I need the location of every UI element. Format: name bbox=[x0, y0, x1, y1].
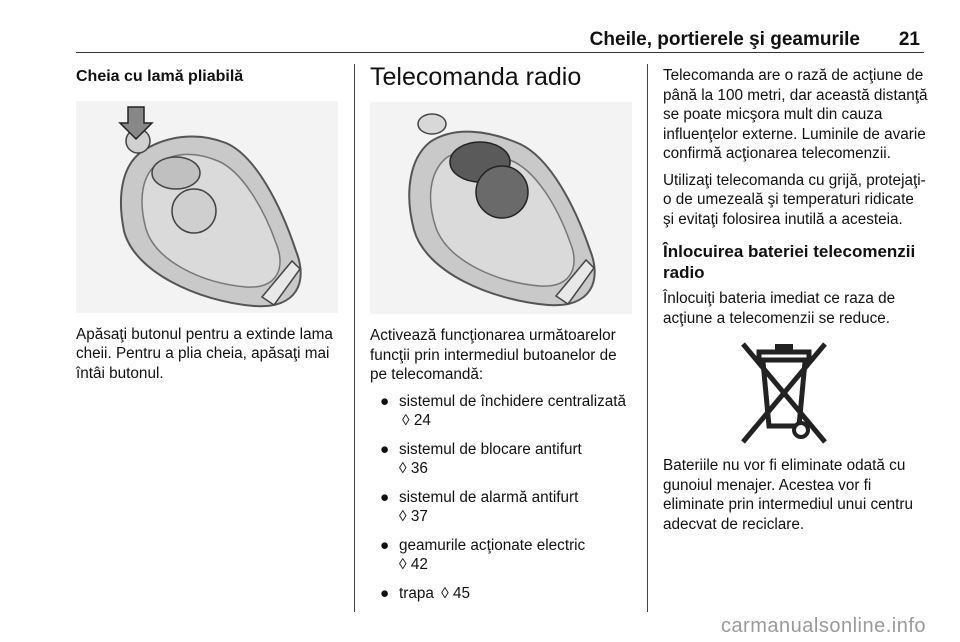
column-divider-left bbox=[354, 64, 355, 612]
page-ref-icon: ◊ bbox=[402, 412, 410, 429]
page-ref-icon: ◊ bbox=[399, 508, 407, 525]
list-item: ● trapa ◊ 45 bbox=[380, 584, 470, 602]
list-item: ● sistemul de alarmă antifurt ◊ 37 bbox=[380, 488, 579, 525]
page-ref-icon: ◊ bbox=[399, 460, 407, 477]
list-item: ● geamurile acţionate electric ◊ 42 bbox=[380, 536, 586, 573]
page-header-title: Cheile, portierele şi geamurile bbox=[589, 29, 860, 50]
folding-key-illustration bbox=[76, 101, 338, 313]
bullet-icon: ● bbox=[380, 392, 390, 410]
page-ref[interactable]: 36 bbox=[410, 460, 428, 477]
column-divider-right bbox=[647, 64, 648, 612]
left-column bbox=[76, 62, 344, 390]
remote-control-illustration bbox=[370, 102, 632, 314]
watermark: carmanualsonline.info bbox=[720, 615, 926, 637]
page-ref[interactable]: 37 bbox=[410, 508, 428, 525]
range-paragraph: Telecomanda are o rază de acţiune de până la 100 metri, dar această distanţă se poate micşora mult din cauza influenţelor externe. Luminile de avarie confirmă acţionarea telecomenzii. bbox=[663, 67, 928, 162]
battery-heading: Înlocuirea bateriei telecomenzii radio bbox=[663, 242, 916, 282]
bullet-icon: ● bbox=[380, 584, 390, 602]
intro-paragraph: Activează funcţionarea următoarelor funcţii prin intermediul butoanelor de pe telecomandă: bbox=[370, 327, 617, 383]
bullet-icon: ● bbox=[380, 440, 390, 458]
section-title: Telecomanda radio bbox=[370, 63, 582, 91]
middle-column bbox=[370, 62, 634, 612]
page-ref[interactable]: 24 bbox=[413, 412, 431, 429]
list-item: ● sistemul de închidere centralizată ◊ 24 bbox=[380, 392, 627, 429]
weee-crossed-bin-icon bbox=[739, 338, 829, 446]
bullet-icon: ● bbox=[380, 536, 390, 554]
bullet-icon: ● bbox=[380, 488, 390, 506]
page-ref-icon: ◊ bbox=[441, 584, 449, 602]
section-subtitle: Cheia cu lamă pliabilă bbox=[76, 68, 244, 85]
header-rule bbox=[76, 52, 924, 53]
function-list bbox=[370, 392, 634, 604]
right-column bbox=[663, 62, 929, 541]
page-ref[interactable]: 42 bbox=[410, 556, 428, 573]
fold-instructions: Apăsaţi butonul pentru a extinde lama cheii. Pentru a plia cheia, apăsaţi mai întâi butonul. bbox=[76, 325, 333, 382]
battery-paragraph: Înlocuiţi bateria imediat ce raza de acţiune a telecomenzii se reduce. bbox=[663, 290, 896, 327]
page-ref-icon: ◊ bbox=[399, 556, 407, 573]
care-paragraph: Utilizaţi telecomanda cu grijă, protejaţi-o de umezeală şi temperaturi ridicate şi evitaţi folosirea inutilă a acesteia. bbox=[663, 171, 926, 228]
list-item: ● sistemul de blocare antifurt ◊ 36 bbox=[380, 440, 582, 477]
disposal-paragraph: Bateriile nu vor fi eliminate odată cu gunoiul menajer. Acestea vor fi eliminate prin intermediul unui centru adecvat de reciclare. bbox=[663, 457, 913, 533]
page-number: 21 bbox=[898, 29, 920, 50]
page-ref[interactable]: 45 bbox=[452, 584, 470, 602]
